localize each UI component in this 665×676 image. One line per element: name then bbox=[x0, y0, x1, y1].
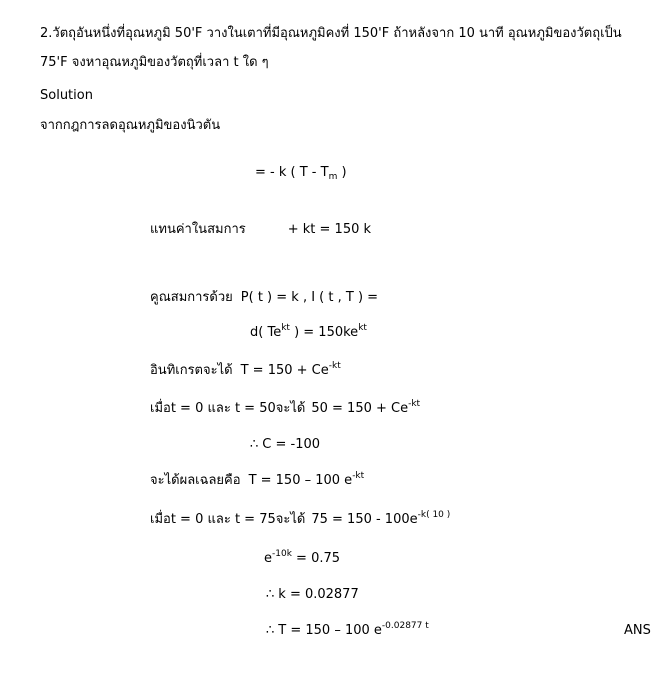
newton-equation bbox=[255, 165, 347, 181]
integrating-factor-label: คูณสมการด้วย bbox=[150, 290, 233, 305]
final-answer-sup: -0.02877 t bbox=[381, 621, 429, 631]
ans-label: ANS bbox=[624, 623, 651, 638]
product-rule-right: ) = 150ke bbox=[289, 325, 359, 340]
substitute-label: แทนค่าในสมการ bbox=[150, 222, 246, 237]
integrate-sup: -kt bbox=[328, 361, 341, 371]
therefore-symbol: ∴ bbox=[266, 587, 275, 602]
product-rule-line bbox=[250, 325, 367, 341]
newton-equation-text: = - k ( T - T bbox=[255, 165, 329, 180]
newton-equation-sub: m bbox=[328, 172, 338, 182]
initial-get: จะได้ bbox=[275, 401, 306, 416]
integrate-equation: T = 150 + Ce bbox=[240, 363, 329, 378]
second-when: เมื่อ bbox=[150, 512, 171, 527]
k-value-line bbox=[266, 587, 359, 603]
product-rule-right-sup: kt bbox=[358, 323, 367, 333]
exponential-rest: = 0.75 bbox=[291, 551, 341, 566]
newton-equation-close: ) bbox=[337, 165, 347, 180]
second-equation: 75 = 150 - 100e bbox=[311, 512, 418, 527]
second-condition-line bbox=[150, 512, 450, 528]
exponential-sup: -10k bbox=[272, 549, 292, 559]
product-rule-left: d( Te bbox=[250, 325, 282, 340]
second-condition: t = 0 และ t = 75 bbox=[170, 512, 276, 527]
substitute-equation: + kt = 150 k bbox=[287, 222, 372, 237]
solution-heading: Solution bbox=[40, 88, 93, 103]
exponential-equation-line bbox=[264, 551, 340, 567]
substitute-line bbox=[150, 222, 371, 238]
second-get: จะได้ bbox=[275, 512, 306, 527]
c-value-line bbox=[250, 437, 320, 453]
initial-equation: 50 = 150 + Ce bbox=[311, 401, 409, 416]
c-value-equation: C = -100 bbox=[262, 437, 321, 452]
k-value-equation: k = 0.02877 bbox=[278, 587, 359, 602]
initial-sup: -kt bbox=[408, 399, 421, 409]
final-answer-line bbox=[266, 623, 429, 639]
problem-line-1: 2.วัตถุอันหนึ่งที่อุณหภูมิ 50'F วางในเตาที่มีอุณหภูมิคงที่ 150'F ถ้าหลังจาก 10 นาที อุณหภูมิของวัตถุเป็น bbox=[40, 26, 622, 41]
general-solution-equation: T = 150 – 100 e bbox=[248, 473, 353, 488]
therefore-symbol: ∴ bbox=[250, 437, 259, 452]
integrate-line bbox=[150, 363, 341, 379]
general-solution-line bbox=[150, 473, 364, 489]
integrating-factor-equation: P( t ) = k , I ( t , T ) = bbox=[240, 290, 379, 305]
initial-condition-line bbox=[150, 401, 420, 417]
exponential-base: e bbox=[264, 551, 272, 566]
initial-when: เมื่อ bbox=[150, 401, 171, 416]
integrate-label: อินทิเกรตจะได้ bbox=[150, 363, 233, 378]
general-solution-sup: -kt bbox=[352, 471, 365, 481]
general-solution-label: จะได้ผลเฉลยคือ bbox=[150, 473, 241, 488]
therefore-symbol: ∴ bbox=[266, 623, 275, 638]
integrating-factor-line bbox=[150, 290, 378, 306]
second-sup: -k( 10 ) bbox=[417, 510, 451, 520]
product-rule-left-sup: kt bbox=[281, 323, 290, 333]
initial-condition: t = 0 และ t = 50 bbox=[170, 401, 276, 416]
final-answer-equation: T = 150 – 100 e bbox=[278, 623, 382, 638]
intro-text: จากกฎการลดอุณหภูมิของนิวตัน bbox=[40, 118, 221, 133]
problem-line-2: 75'F จงหาอุณหภูมิของวัตถุที่เวลา t ใด ๆ bbox=[40, 55, 269, 70]
